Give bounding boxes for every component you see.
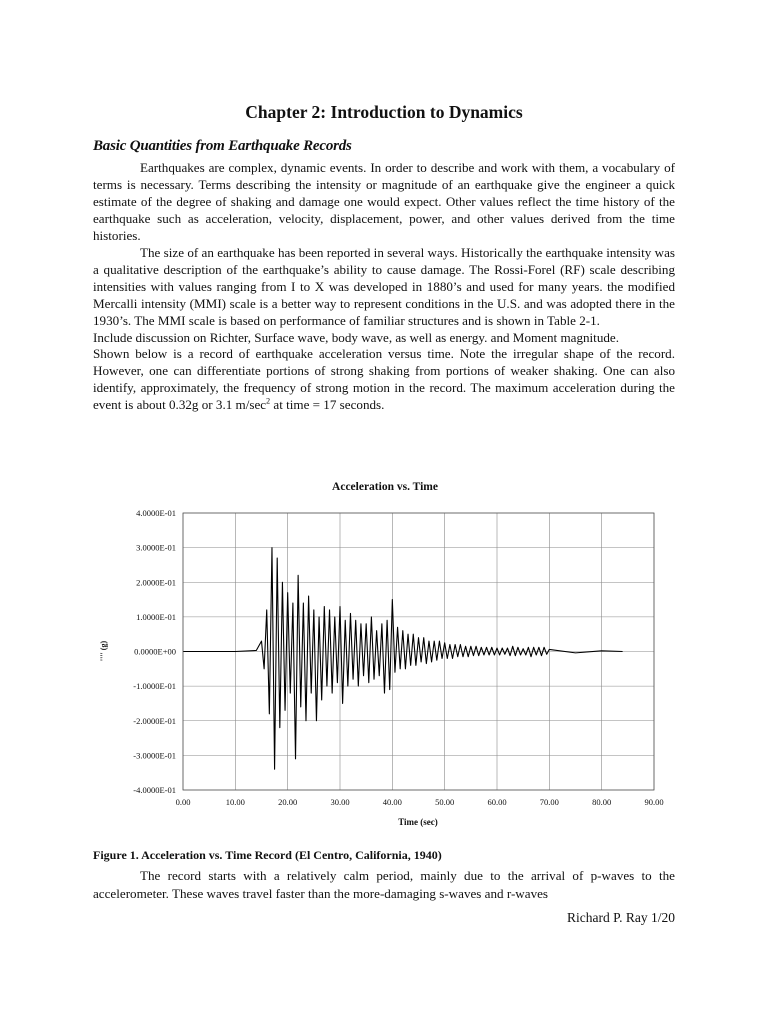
grid-layer <box>183 513 654 790</box>
y-tick-label: 2.0000E-01 <box>136 577 176 588</box>
y-axis-label: '''' (g) <box>99 640 108 662</box>
chapter-title: Chapter 2: Introduction to Dynamics <box>245 102 523 122</box>
section-heading: Basic Quantities from Earthquake Records <box>93 138 352 154</box>
y-tick-label: 0.0000E+00 <box>134 646 176 657</box>
x-tick-label: 10.00 <box>225 797 245 807</box>
paragraph-3: Include discussion on Richter, Surface wave, body wave, as well as energy. and Moment magnitude. <box>93 329 619 345</box>
y-tick-label: 1.0000E-01 <box>136 611 176 622</box>
figure-caption: Figure 1. Acceleration vs. Time Record (El Centro, California, 1940) <box>93 848 442 862</box>
x-tick-label: 90.00 <box>644 797 664 807</box>
page-footer: Richard P. Ray 1/20 <box>567 910 675 925</box>
y-tick-label: -1.0000E-01 <box>133 681 176 692</box>
y-tick-label: -2.0000E-01 <box>133 715 176 726</box>
x-tick-label: 60.00 <box>487 797 507 807</box>
superscript-2: 2 <box>266 396 271 406</box>
tick-layer <box>133 508 663 807</box>
x-axis-label: Time (sec) <box>398 817 438 827</box>
paragraph-5: The record starts with a relatively calm period, mainly due to the arrival of p-waves to the accelerometer. These waves travel faster than the more-damaging s-waves and r-waves <box>93 868 675 901</box>
x-tick-label: 20.00 <box>278 797 298 807</box>
paragraph-4-text-end: at time = 17 seconds. <box>270 397 385 413</box>
acceleration-chart <box>90 474 680 834</box>
y-tick-label: 4.0000E-01 <box>136 508 176 518</box>
x-tick-label: 70.00 <box>539 797 559 807</box>
body-text <box>93 160 675 414</box>
x-tick-label: 0.00 <box>175 797 191 807</box>
x-tick-label: 50.00 <box>435 797 455 807</box>
y-tick-label: -4.0000E-01 <box>133 785 176 795</box>
paragraph-4 <box>93 346 675 414</box>
x-tick-label: 80.00 <box>592 797 612 807</box>
acceleration-series-line <box>183 548 623 770</box>
y-tick-label: 3.0000E-01 <box>136 542 176 553</box>
x-tick-label: 30.00 <box>330 797 350 807</box>
paragraph-2: The size of an earthquake has been reported in several ways. Historically the earthquake intensity was a qualitative description of the earthquake’s ability to cause damage. The Rossi-Forel (RF) scale describing intensities with values ranging from I to X was developed in 1880’s and used for many years. the modified Mercalli intensity (MMI) scale is a better way to represent conditions in the U.S. and was adopted there in the 1930’s. The MMI scale is based on performance of familiar structures and is shown in Table 2-1. <box>93 244 675 328</box>
paragraph-1: Earthquakes are complex, dynamic events. In order to describe and work with them, a vocabulary of terms is necessary. Terms describing the intensity or magnitude of an earthquake give the engineer a quick estimate of the degree of shaking and damage one would expect. Other values reflect the time history of the earthquake such as acceleration, velocity, displacement, power, and other values derived from the time histories. <box>93 160 675 243</box>
chart-title: Acceleration vs. Time <box>332 481 438 493</box>
series-layer <box>183 548 623 770</box>
y-tick-label: -3.0000E-01 <box>133 750 176 761</box>
chart-svg <box>90 474 680 834</box>
x-tick-label: 40.00 <box>382 797 402 807</box>
paragraph-4-text: Shown below is a record of earthquake acceleration versus time. Note the irregular shape of the record. However, one can differentiate portions of strong shaking from portions of weaker shaking. One can also identify, approximately, the frequency of strong motion in the record. The maximum acceleration during the event is about 0.32g or 3.1 m/sec <box>93 346 675 413</box>
